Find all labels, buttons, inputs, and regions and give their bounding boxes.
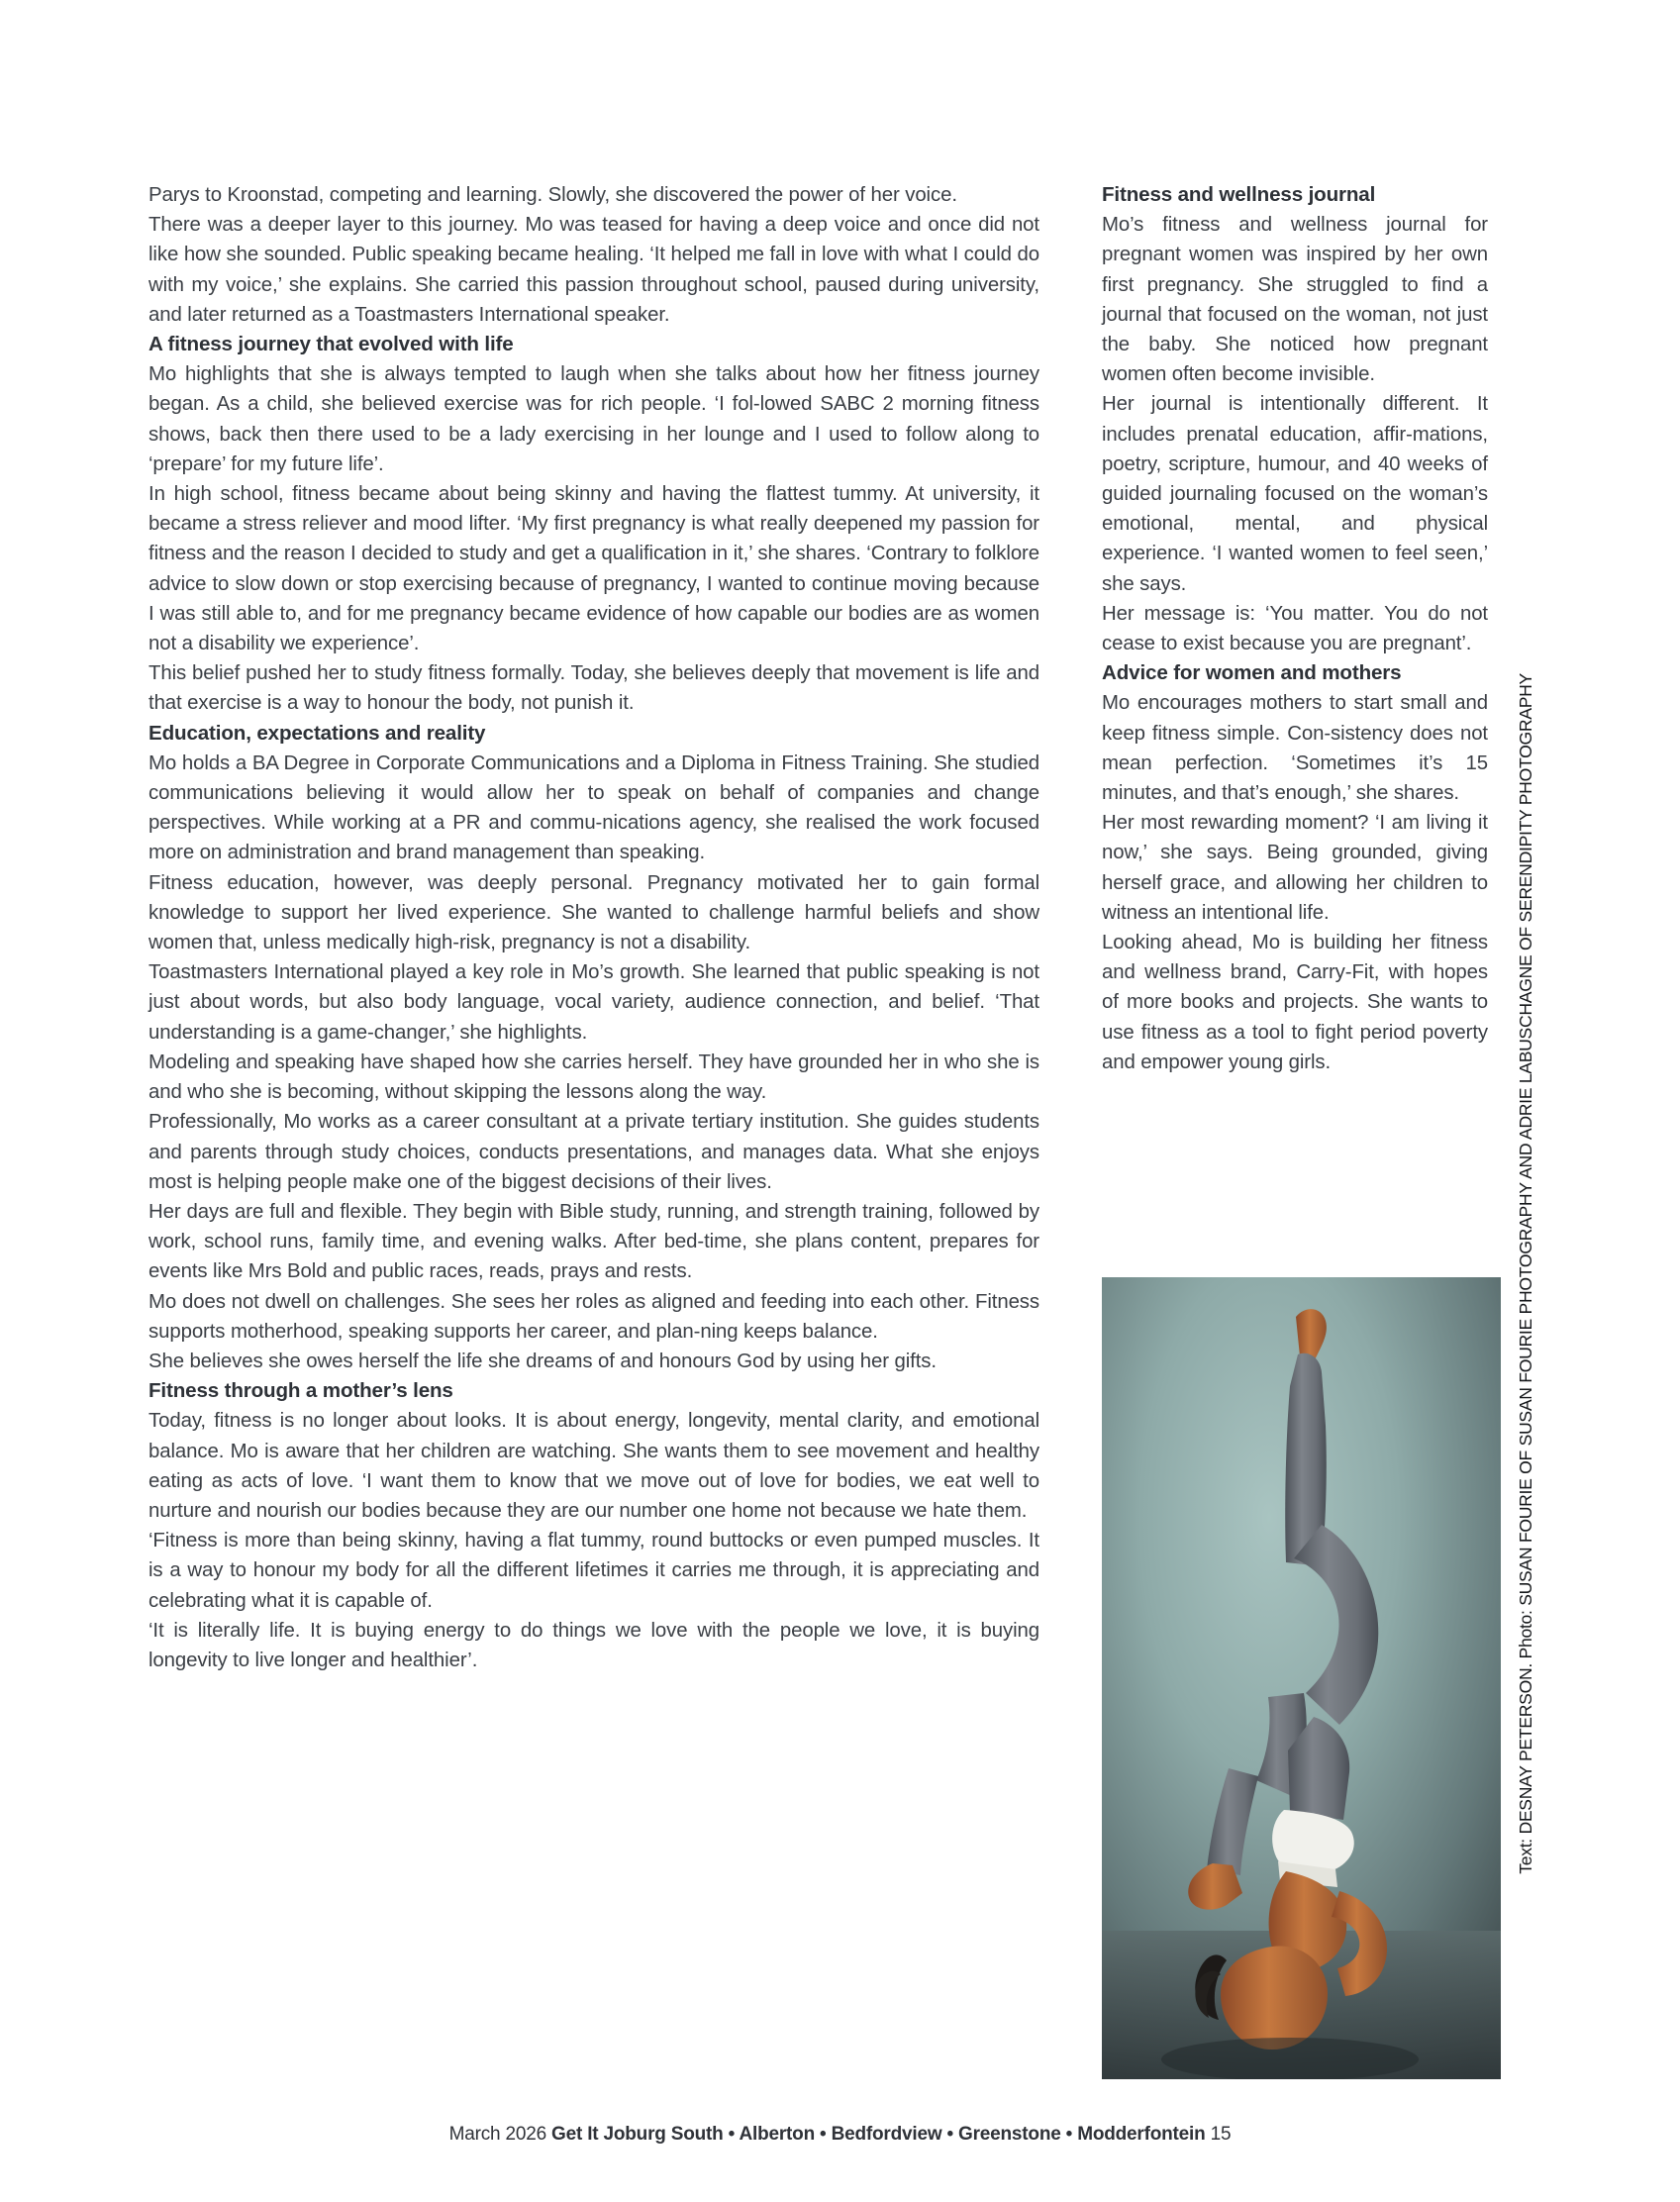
right-column-paragraph: Mo’s fitness and wellness journal for pregnant women was inspired by her own first pregnancy. She struggled to find a journal that focused on the woman, not just the baby. She noticed how pregnant women often become invisible. <box>1102 214 1488 386</box>
left-column-paragraph: In high school, fitness became about being skinny and having the flattest tummy. At university, it became a stress reliever and mood lifter. ‘My first pregnancy is what really deepened my passion for fitness and the reason I decided to study and get a qualification in it,’ she shares. ‘Contrary to folklore advice to slow down or stop exercising because of pregnancy, I wanted to continue moving because I was still able to, and for me pregnancy became evidence of how capable our bodies are as women not a disability we experience’. <box>148 483 1039 655</box>
right-column-paragraph: Her most rewarding moment? ‘I am living it now,’ she says. Being grounded, giving herself grace, and allowing her children to witness an intentional life. <box>1102 812 1488 924</box>
left-column-paragraph: ‘Fitness is more than being skinny, having a flat tummy, round buttocks or even pumped muscles. It is a way to honour my body for all the different lifetimes it carries me through, it is appreciating and celebrating what it is capable of. <box>148 1530 1039 1612</box>
left-column-paragraph: Fitness education, however, was deeply personal. Pregnancy motivated her to gain formal knowledge to support her lived experience. She wanted to challenge harmful beliefs and show women that, unless medically high-risk, pregnancy is not a disability. <box>148 871 1039 954</box>
left-column-paragraph: Mo holds a BA Degree in Corporate Communications and a Diploma in Fitness Training. She studied communications believing it would allow her to speak on behalf of companies and change perspectives. While working at a PR and commu-nications agency, she realised the work focused more on administration and brand management than speaking. <box>148 751 1039 864</box>
left-column-paragraph: Her days are full and flexible. They begin with Bible study, running, and strength training, followed by work, school runs, family time, and evening walks. After bed-time, she plans content, prepares for events like Mrs Bold and public races, reads, prays and rests. <box>148 1200 1039 1283</box>
page-footer <box>0 2124 1680 2146</box>
left-column-paragraph: Parys to Kroonstad, competing and learning. Slowly, she discovered the power of her voice. <box>148 184 957 206</box>
footer-date: March 2026 <box>448 2124 552 2145</box>
left-column-paragraph: Mo highlights that she is always tempted to laugh when she talks about how her fitness journey began. As a child, she believed exercise was for rich people. ‘I fol-lowed SABC 2 morning fitness shows, back then there used to be a lady exercising in her lounge and I used to follow along to ‘prepare’ for my future life’. <box>148 363 1039 475</box>
photo-credit-text: Text: DESNAY PETERSON. Photo: SUSAN FOURIE OF SUSAN FOURIE PHOTOGRAPHY AND ADRIE LABUSCHAGNE OF SERENDIPITY PHOTOGRAPHY <box>1516 673 1536 1874</box>
right-column-paragraph: Mo encourages mothers to start small and keep fitness simple. Con-sistency does not mean perfection. ‘Sometimes it’s 15 minutes, and that’s enough,’ she shares. <box>1102 692 1488 805</box>
right-column-paragraph: Her message is: ‘You matter. You do not cease to exist because you are pregnant’. <box>1102 602 1488 655</box>
right-column-subhead: Fitness and wellness journal <box>1102 183 1376 206</box>
footer-page-number: 15 <box>1205 2124 1232 2145</box>
left-column-paragraph: ‘It is literally life. It is buying energy to do things we love with the people we love, it is buying longevity to live longer and healthier’. <box>148 1619 1039 1671</box>
left-column-subhead: A fitness journey that evolved with life <box>148 333 514 356</box>
right-column-paragraph: Looking ahead, Mo is building her fitness and wellness brand, Carry-Fit, with hopes of more books and projects. She wants to use fitness as a tool to fight period poverty and empower young girls. <box>1102 932 1488 1073</box>
left-column-paragraph: Modeling and speaking have shaped how she carries herself. They have grounded her in who she is and who she is becoming, without skipping the lessons along the way. <box>148 1051 1039 1104</box>
left-column-paragraph: Mo does not dwell on challenges. She sees her roles as aligned and feeding into each other. Fitness supports motherhood, speaking supports her career, and plan-ning keeps balance. <box>148 1290 1039 1343</box>
footer-masthead: Get It Joburg South • Alberton • Bedfordview • Greenstone • Modderfontein <box>551 2124 1206 2145</box>
left-column-paragraph: This belief pushed her to study fitness formally. Today, she believes deeply that movement is life and that exercise is a way to honour the body, not punish it. <box>148 662 1039 715</box>
right-column-subhead: Advice for women and mothers <box>1102 661 1402 685</box>
article-right-column <box>1102 180 1488 1077</box>
left-column-paragraph: Professionally, Mo works as a career consultant at a private tertiary institution. She guides students and parents through study choices, conducts presentations, and manages data. What she enjoys most is helping people make one of the biggest decisions of their lives. <box>148 1111 1039 1193</box>
left-column-paragraph: She believes she owes herself the life she dreams of and honours God by using her gifts. <box>148 1350 937 1372</box>
right-column-paragraph: Her journal is intentionally different. It includes prenatal education, affir-mations, poetry, scripture, humour, and 40 weeks of guided journaling focused on the woman’s emotional, mental, and physical experience. ‘I wanted women to feel seen,’ she says. <box>1102 393 1488 595</box>
left-column-paragraph: Toastmasters International played a key role in Mo’s growth. She learned that public speaking is not just about words, but also body language, vocal variety, audience connection, and belief. ‘That understanding is a game-changer,’ she highlights. <box>148 961 1039 1044</box>
left-column-paragraph: Today, fitness is no longer about looks. It is about energy, longevity, mental clarity, and emotional balance. Mo is aware that her children are watching. She wants them to see movement and healthy eating as acts of love. ‘I want them to know that we move out of love for bodies, we eat well to nurture and nourish our bodies because they are our number one home not because we hate them. <box>148 1410 1039 1522</box>
yoga-pose-photograph <box>1102 1277 1501 2079</box>
photo-credit-vertical <box>1514 673 1539 2079</box>
left-column-subhead: Education, expectations and reality <box>148 721 486 745</box>
left-column-paragraph: There was a deeper layer to this journey. Mo was teased for having a deep voice and once did not like how she sounded. Public speaking became healing. ‘It helped me fall in love with what I could do with my voice,’ she explains. She carried this passion throughout school, paused during university, and later returned as a Toastmasters International speaker. <box>148 214 1039 326</box>
left-column-subhead: Fitness through a mother’s lens <box>148 1379 453 1403</box>
article-left-column <box>148 180 1039 1675</box>
